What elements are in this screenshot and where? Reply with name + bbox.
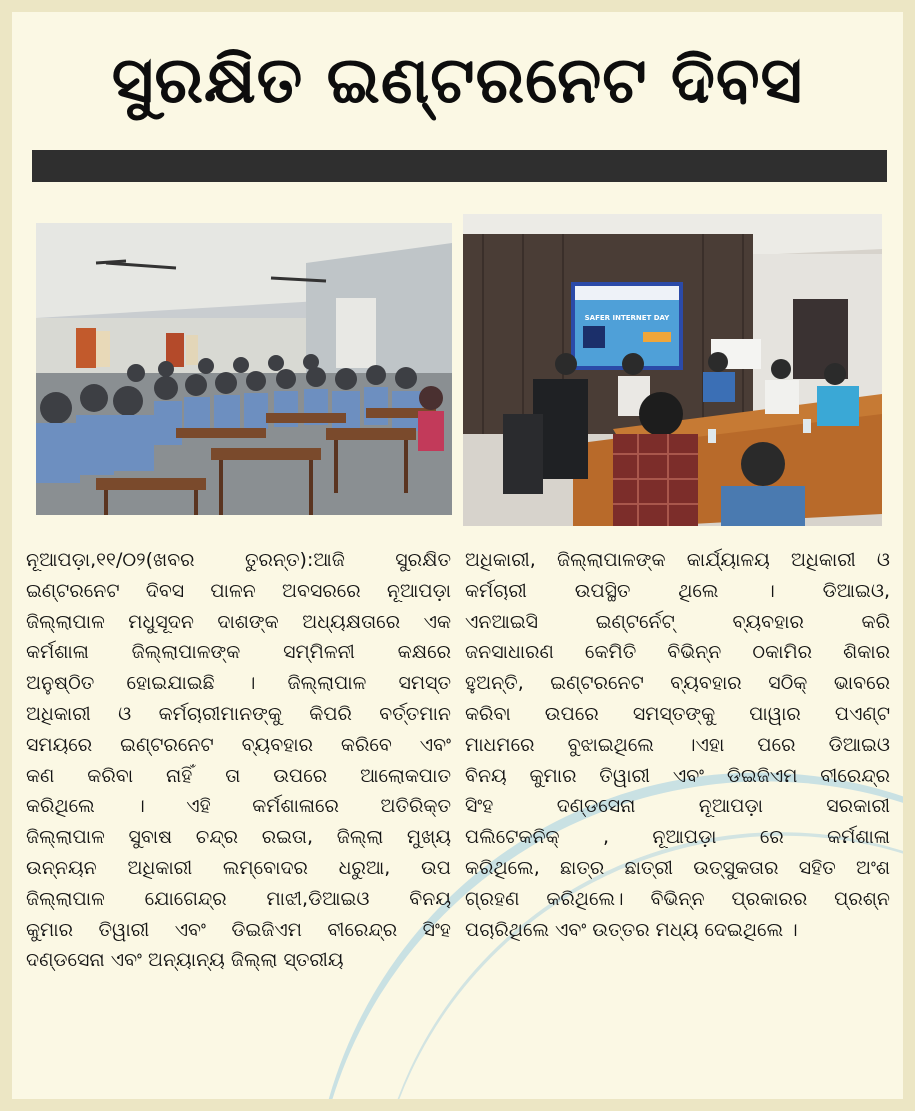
article-line: ଅଧିକାରୀ ଓ କର୍ମଚାରୀମାନଙ୍କୁ କିପରି ବର୍ତ୍ତମାନ	[26, 702, 451, 725]
article-line: ଦଣ୍ଡସେନା ଏବଂ ଅନ୍ୟାନ୍ୟ ଜିଲ୍ଲା ସ୍ତରୀୟ	[26, 949, 344, 972]
article-line: ଗ୍ରହଣ କରିଥିଲେ। ବିଭିନ୍ନ ପ୍ରକାରର ପ୍ରଶ୍ନ	[465, 887, 890, 910]
article-line: ଜନସାଧାରଣ କେମିତି ବିଭିନ୍ନ ଠକାମିର ଶିକାର	[465, 641, 890, 664]
headline: ସୁରକ୍ଷିତ ଇଣ୍ଟରନେଟ ଦିବସ	[111, 44, 804, 118]
article-line: ପଲିଟେକନିକ୍ , ନୂଆପଡ଼ା ରେ କର୍ମଶାଳା	[465, 826, 890, 849]
article-line: ହୁଅନ୍ତି, ଇଣ୍ଟରନେଟ ବ୍ୟବହାର ସଠିକ୍ ଭାବରେ	[465, 672, 890, 695]
article-line: ବିନୟ କୁମାର ତିୱାରୀ ଏବଂ ଡିଇଜିଏମ ବୀରେନ୍ଦ୍ର	[465, 764, 890, 787]
article-line: ନୂଆପଡ଼ା,୧୧/୦୨(ଖବର ତୁରନ୍ତ):ଆଜି ସୁରକ୍ଷିତ	[26, 549, 451, 571]
article-column-left	[26, 545, 451, 976]
article-line: କରିଥିଲେ । ଏହି କର୍ମଶାଳାରେ ଅତିରିକ୍ତ	[26, 795, 451, 818]
classroom-photo	[36, 223, 452, 515]
article-line: ଜିଲ୍ଲାପାଳ ମଧୁସୂଦନ ଦାଶଙ୍କ ଅଧ୍ୟକ୍ଷତାରେ ଏକ	[26, 610, 451, 633]
article-line: ମାଧମରେ ବୁଝାଇଥିଲେ ।ଏହା ପରେ ଡିଆଇଓ	[465, 733, 890, 756]
newspaper-clipping	[12, 12, 903, 1099]
article-line: ଜିଲ୍ଲାପାଳ ଯୋଗେନ୍ଦ୍ର ମାଝୀ,ଡିଆଇଓ ବିନୟ	[26, 887, 451, 910]
article-column-right	[465, 545, 890, 945]
article-line: କଣ କରିବା ନାହିଁ ତା ଉପରେ ଆଲୋକପାତ	[26, 764, 451, 787]
article-line: ଉନ୍ନୟନ ଅଧିକାରୀ ଲମ୍ବୋଦର ଧରୁଆ, ଉପ	[26, 856, 451, 879]
article-line: କରିଥିଲେ, ଛାତ୍ର ଛାତ୍ରୀ ଉତ୍ସୁକତାର ସହିତ ଅଂଶ	[465, 856, 890, 879]
article-line: ଅଧିକାରୀ, ଜିଲ୍ଲାପାଳଙ୍କ କାର୍ଯ୍ୟାଳୟ ଅଧିକାରୀ ଓ	[465, 549, 890, 571]
article-line: ପଚାରିଥିଲେ ଏବଂ ଉତ୍ତର ମଧ୍ୟ ଦେଇଥିଲେ ।	[465, 918, 798, 941]
header-rule-bar	[32, 150, 887, 182]
article-line: କର୍ମଚାରୀ ଉପସ୍ଥିତ ଥିଲେ । ଡିଆଇଓ,	[465, 579, 890, 602]
article-line: ଅନୁଷ୍ଠିତ ହୋଇଯାଇଛି । ଜିଲ୍ଲାପାଳ ସମସ୍ତ	[26, 672, 451, 695]
banner-text: SAFER INTERNET DAY	[584, 314, 670, 322]
article-line: ଇଣ୍ଟରନେଟ ଦିବସ ପାଳନ ଅବସରରେ ନୂଆପଡ଼ା	[26, 579, 451, 602]
article-line: ଜିଲ୍ଲାପାଳ ସୁବାଷ ଚନ୍ଦ୍ର ରଇତା, ଜିଲ୍ଲା ମୁଖ୍ୟ	[26, 826, 451, 849]
article-line: ସମୟରେ ଇଣ୍ଟରନେଟ ବ୍ୟବହାର କରିବେ ଏବଂ	[26, 733, 451, 756]
article-line: ଏନଆଇସି ଇଣ୍ଟର୍ନେଟ୍ ବ୍ୟବହାର କରି	[465, 610, 890, 633]
article-line: କରିବା ଉପରେ ସମସ୍ତଙ୍କୁ ପାୱାର ପଏଣ୍ଟ	[465, 702, 890, 725]
article-line: ସିଂହ ଦଣ୍ଡସେନା ନୂଆପଡ଼ା ସରକାରୀ	[465, 795, 890, 818]
meeting-room-photo	[463, 214, 882, 526]
article-line: କର୍ମଶାଳା ଜିଲ୍ଲାପାଳଙ୍କ ସମ୍ମିଳନୀ କକ୍ଷରେ	[26, 641, 451, 664]
article-line: କୁମାର ତିୱାରୀ ଏବଂ ଡିଇଜିଏମ ବୀରେନ୍ଦ୍ର ସିଂହ	[26, 918, 451, 941]
